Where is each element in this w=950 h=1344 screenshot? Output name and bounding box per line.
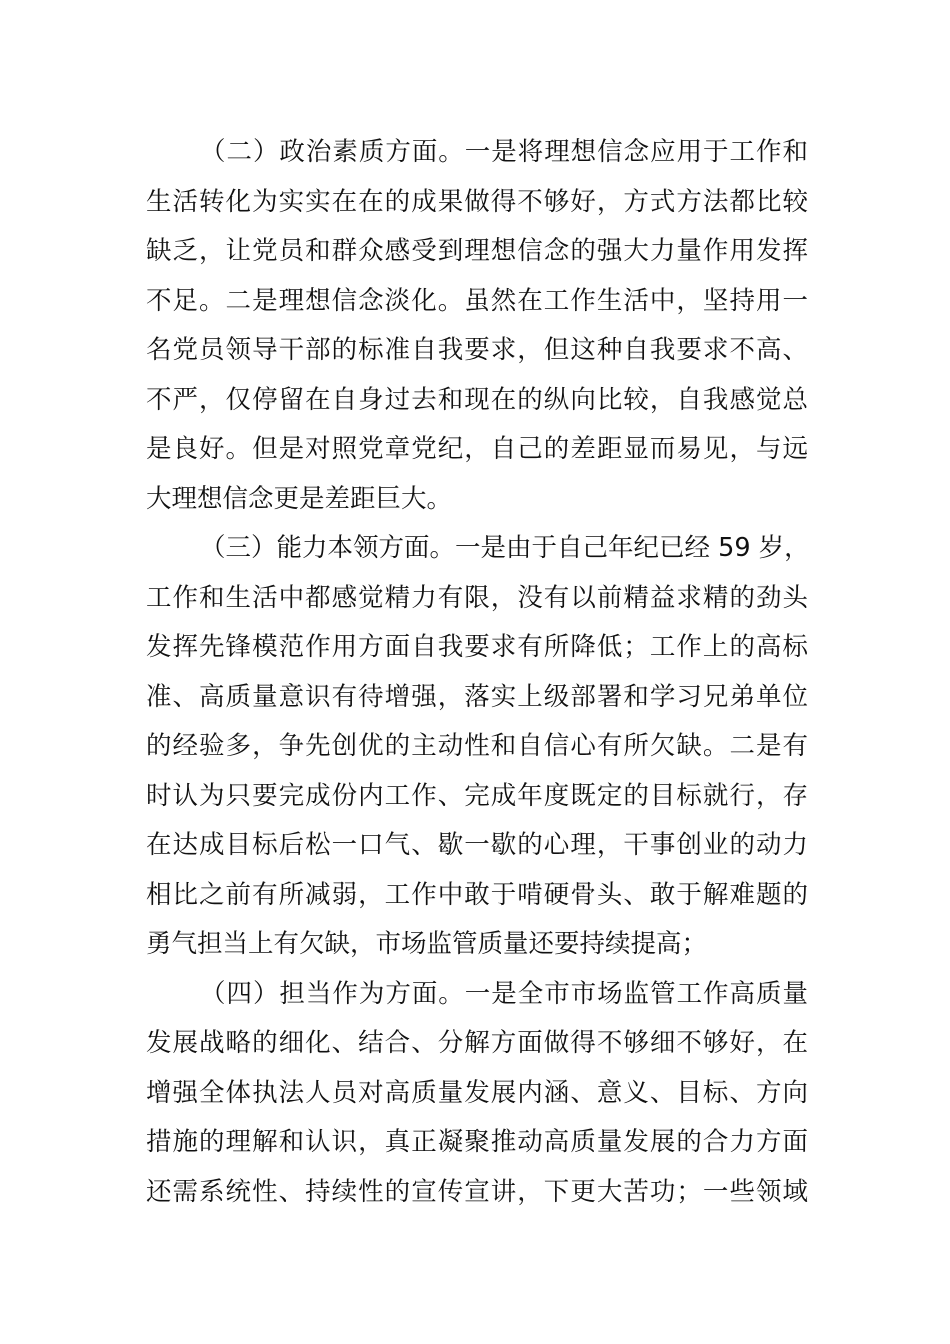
text-line: 工作和生活中都感觉精力有限，没有以前精益求精的劲头: [146, 582, 808, 613]
text-line: 是良好。但是对照党章党纪，自己的差距显而易见，与远: [146, 434, 808, 464]
paragraph-2-heading-line: （二）政治素质方面。一是将理想信念应用于工作和: [200, 137, 808, 167]
text-line: 生活转化为实实在在的成果做得不够好，方式方法都比较: [146, 186, 808, 217]
text-line: 发挥先锋模范作用方面自我要求有所降低；工作上的高标: [146, 632, 808, 662]
text-line: 不足。二是理想信念淡化。虽然在工作生活中，坚持用一: [146, 285, 808, 316]
text-line: 发展战略的细化、结合、分解方面做得不够细不够好，在: [146, 1028, 808, 1058]
text-line: 还需系统性、持续性的宣传宣讲，下更大苦功；一些领域: [146, 1176, 808, 1207]
text-line: 的经验多，争先创优的主动性和自信心有所欠缺。二是有: [146, 731, 808, 761]
paragraph-3-heading-line: （三）能力本领方面。一是由于自己年纪已经 59 岁，: [200, 533, 810, 563]
text-line: 勇气担当上有欠缺，市场监管质量还要持续提高；: [146, 929, 708, 959]
text-line: 措施的理解和认识，真正凝聚推动高质量发展的合力方面: [146, 1127, 808, 1157]
text-line: 相比之前有所减弱，工作中敢于啃硬骨头、敢于解难题的: [146, 879, 808, 910]
text-line: 缺乏，让党员和群众感受到理想信念的强大力量作用发挥: [146, 236, 808, 266]
document-body: [146, 128, 808, 1217]
text-line: 时认为只要完成份内工作、完成年度既定的目标就行，存: [146, 780, 808, 811]
text-line: 大理想信念更是差距巨大。: [146, 483, 453, 514]
text-line: 增强全体执法人员对高质量发展内涵、意义、目标、方向: [146, 1077, 808, 1108]
text-line: 名党员领导干部的标准自我要求，但这种自我要求不高、: [146, 335, 808, 365]
paragraph-4-heading-line: （四）担当作为方面。一是全市市场监管工作高质量: [200, 978, 808, 1009]
text-line: 准、高质量意识有待增强，落实上级部署和学习兄弟单位: [146, 681, 808, 712]
text-line: 不严，仅停留在自身过去和现在的纵向比较，自我感觉总: [146, 384, 808, 415]
text-line: 在达成目标后松一口气、歇一歇的心理，干事创业的动力: [146, 830, 808, 860]
